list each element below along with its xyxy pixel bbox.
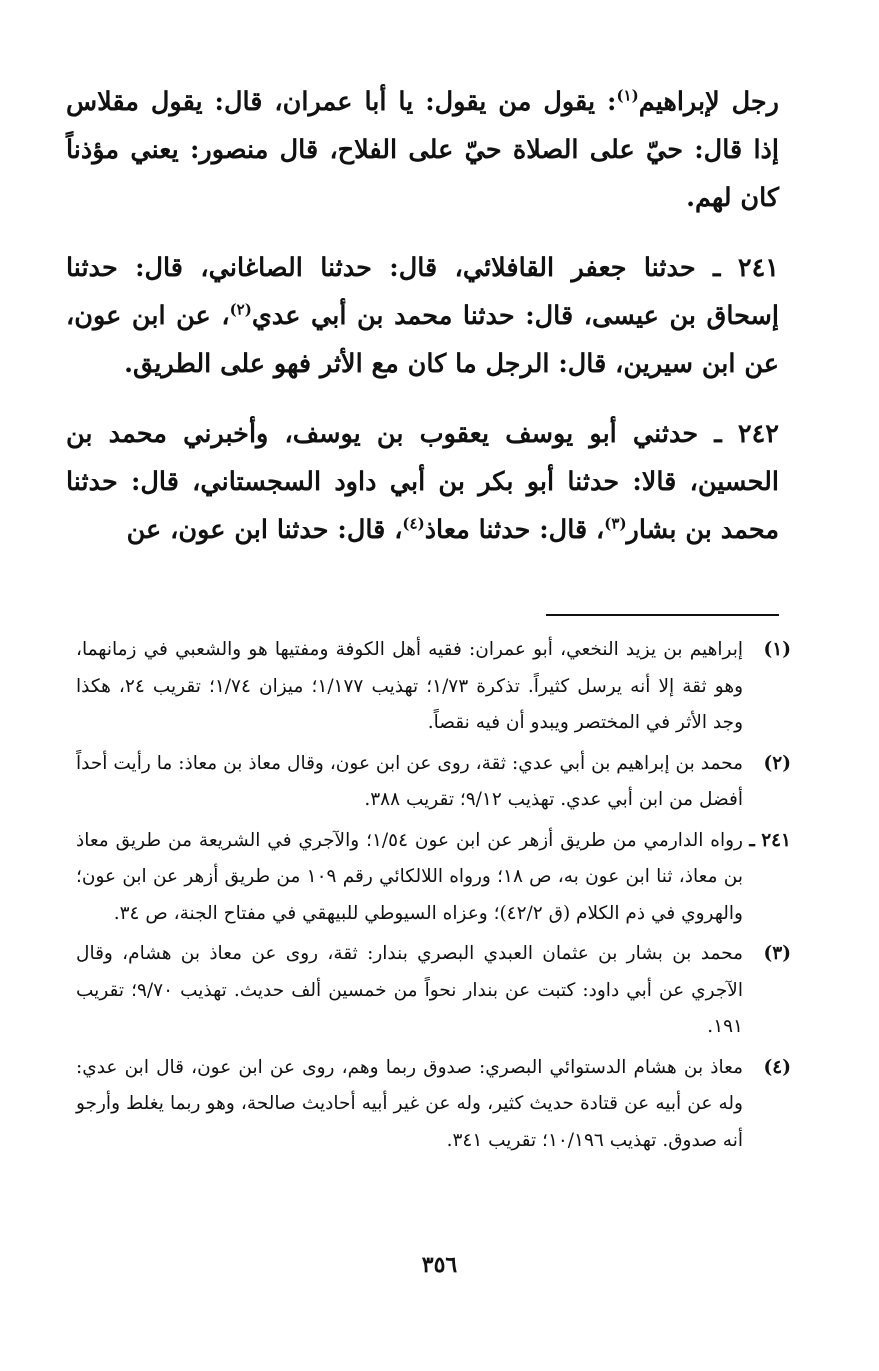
- paragraph-242: [66, 410, 779, 554]
- paragraph-241-text-b: ، عن ابن عون، عن ابن سيرين، قال: الرجل ما كان مع الأثر فهو على الطريق.: [66, 301, 779, 379]
- footnote-text: إبراهيم بن يزيد النخعي، أبو عمران: فقيه أهل الكوفة ومفتيها هو والشعبي في زمانهما، وهو ثقة إلا أنه يرسل كثيراً. تذكرة ١/٧٣؛ تهذيب ١/١٧٧؛ ميزان ١/٧٤؛ تقريب ٢٤، هكذا وجد الأثر في المختصر ويبدو أن فيه نقصاً.: [76, 639, 744, 733]
- footnote-ref-1: (١): [616, 86, 639, 105]
- footnote-mark: (٤): [763, 1056, 791, 1078]
- paragraph-1: [66, 78, 779, 222]
- footnote-mark: (٣): [763, 943, 791, 964]
- footnote-241: [76, 823, 791, 933]
- paragraph-241-text-a: حدثنا جعفر القافلائي، قال: حدثنا الصاغاني، قال: حدثنا إسحاق بن عيسى، قال: حدثنا محمد بن أبي عدي: [66, 253, 780, 331]
- footnote-text: محمد بن بشار بن عثمان العبدي البصري بندار: ثقة، روى عن معاذ بن هشام، وقال الآجري عن أبي داود: كتبت عن بندار نحواً من خمسين ألف حديث. تهذيب ٩/٧٠؛ تقريب ١٩١.: [76, 943, 743, 1037]
- footnote-3: [76, 936, 791, 1046]
- footnote-mark: (١): [763, 639, 791, 660]
- footnote-2: [76, 746, 791, 819]
- footnote-text: رواه الدارمي من طريق أزهر عن ابن عون ١/٥٤؛ والآجري في الشريعة من طريق معاذ بن معاذ، ثنا ابن عون به، ص ١٨؛ ورواه اللالكائي رقم ١٠٩ من طريق أزهر عن ابن عون؛ والهروي في ذم الكلام (ق ٤٢/٢)؛ وعزاه السيوطي للبيهقي في مفتاح الجنة، ص ٣٤.: [76, 829, 743, 924]
- footnote-ref-4: (٤): [402, 514, 425, 533]
- hadith-number-241: ٢٤١ ـ: [713, 253, 779, 283]
- footnotes: [76, 632, 791, 1163]
- footnote-4: [76, 1050, 791, 1160]
- footnote-text: محمد بن إبراهيم بن أبي عدي: ثقة، روى عن ابن عون، وقال معاذ بن معاذ: ما رأيت أحداً أفضل من ابن أبي عدي. تهذيب ٩/١٢؛ تقريب ٣٨٨.: [76, 752, 743, 810]
- footnote-mark: ٢٤١ ـ: [749, 829, 791, 851]
- footnote-ref-2: (٢): [229, 300, 252, 319]
- footnote-separator: [546, 614, 779, 616]
- paragraph-242-text-a: حدثني أبو يوسف يعقوب بن يوسف، وأخبرني محمد بن الحسين، قالا: حدثنا أبو بكر بن أبي داود السجستاني، قال: حدثنا محمد بن بشار: [66, 419, 779, 545]
- footnote-text: معاذ بن هشام الدستوائي البصري: صدوق ربما وهم، روى عن ابن عون، قال ابن عدي: وله عن أبيه عن قتادة حديث كثير، وله عن غير أبيه أحاديث صالحة، وهو ربما يغلط وأرجو أنه صدوق. تهذيب ١٠/١٩٦؛ تقريب ٣٤١.: [76, 1056, 743, 1151]
- paragraph-1-text-a: رجل لإبراهيم: [638, 87, 779, 117]
- footnote-1: [76, 632, 791, 742]
- footnote-ref-3: (٣): [604, 514, 627, 533]
- paragraph-242-text-c: ، قال: حدثنا ابن عون، عن: [126, 515, 403, 545]
- hadith-number-242: ٢٤٢ ـ: [714, 419, 779, 449]
- paragraph-241: [66, 244, 779, 388]
- main-text: [66, 78, 779, 554]
- paragraph-1-text-b: : يقول من يقول: يا أبا عمران، قال: يقول مقلاس إذا قال: حيّ على الصلاة حيّ على الفلاح، قال منصور: يعني مؤذناً كان لهم.: [66, 87, 779, 213]
- paragraph-242-text-b: ، قال: حدثنا معاذ: [424, 515, 605, 545]
- page-number: ٣٥٦: [421, 1252, 458, 1278]
- footnote-mark: (٢): [763, 752, 791, 774]
